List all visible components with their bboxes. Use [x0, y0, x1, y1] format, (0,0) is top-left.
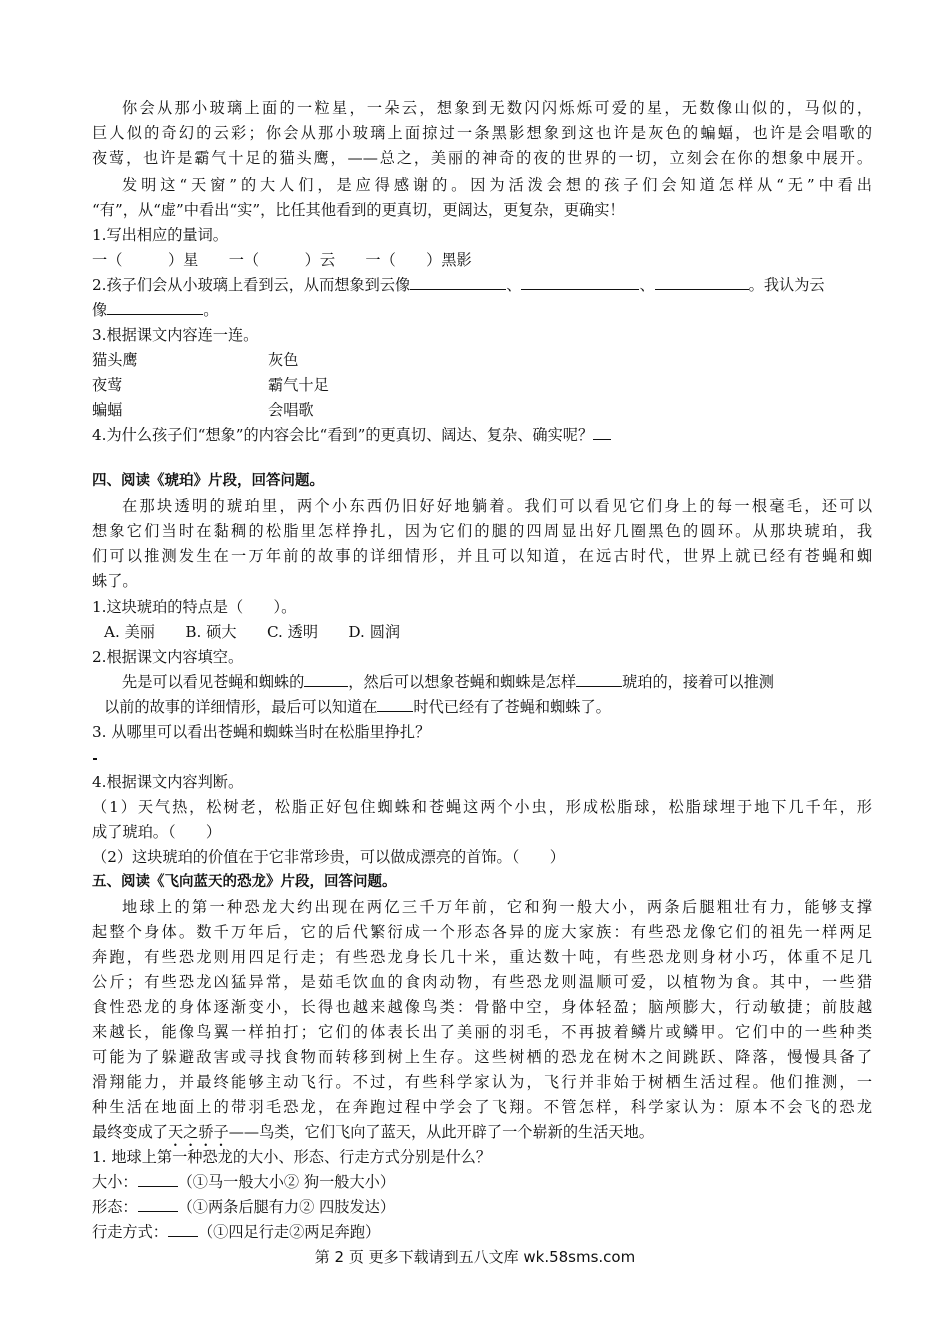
period: 。 — [203, 301, 219, 319]
section-heading-4: 四、阅读《琥珀》片段，回答问题。 — [92, 473, 324, 489]
answer-blank[interactable] — [521, 275, 639, 290]
match-left: 蝙蝠 — [92, 401, 123, 419]
passage-line: 发明这“天窗”的大人们，是应得感谢的。因为活泼会想的孩子们会知道怎样从“无”中看出 — [122, 176, 872, 194]
question-text: 2.孩子们会从小玻璃上看到云，从而想象到云像 — [92, 276, 411, 294]
match-right: 霸气十足 — [268, 376, 329, 394]
answer-blank[interactable] — [138, 1172, 178, 1187]
answer-blank[interactable] — [593, 425, 611, 440]
answer-blank[interactable] — [377, 697, 413, 712]
question-2-cont — [92, 300, 872, 320]
passage-line: 公斤；有些恐龙凶猛异常，是茹毛饮血的食肉动物，有些恐龙则温顺可爱，以植物为食。其中，一些猎 — [92, 973, 872, 991]
question-text: 先是可以看见苍蝇和蜘蛛的 — [122, 673, 305, 691]
answer-blank[interactable] — [576, 672, 622, 687]
answer-form — [92, 1197, 872, 1217]
answer-options: （①两条后腿有力② 四肢发达） — [177, 1198, 396, 1216]
passage-line: 来越长，能像鸟翼一样拍打；它们的体表长出了美丽的羽毛，不再披着鳞片或鳞甲。它们中的一些种类 — [92, 1023, 872, 1041]
answer-blank[interactable] — [168, 1222, 198, 1237]
question-3: 3. 从哪里可以看出苍蝇和蜘蛛当时在松脂里挣扎？ — [92, 723, 431, 741]
answer-blank[interactable] — [138, 1197, 178, 1212]
separator: 、 — [639, 276, 655, 294]
answer-label: 行走方式： — [92, 1223, 168, 1241]
judge-item-1: （1）天气热，松树老，松脂正好包住蜘蛛和苍蝇这两个小虫，形成松脂球，松脂球埋于地下几千年，形 — [92, 798, 872, 816]
answer-blank[interactable] — [655, 275, 749, 290]
passage-line: 巨人似的奇幻的云彩；你会从那小玻璃上面掠过一条黑影想象到这也许是灰色的蝙蝠，也许是会唱歌的 — [92, 124, 872, 142]
passage-line: “有”，从“虚”中看出“实”，比任其他看到的更真切，更阔达，更复杂，更确实！ — [92, 201, 625, 219]
match-right: 灰色 — [268, 351, 299, 369]
passage-line: 滑翔能力，并最终能够主动飞行。不过，有些科学家认为，飞行并非始于树栖生活过程。他们推测，一 — [92, 1073, 872, 1091]
fill-line — [104, 697, 884, 717]
match-row — [92, 400, 872, 420]
question-text: 像 — [92, 301, 108, 319]
question-4: 4.根据课文内容判断。 — [92, 773, 244, 791]
answer-options: （①四足行走②两足奔跑） — [197, 1223, 381, 1241]
question-3: 3.根据课文内容连一连。 — [92, 326, 259, 344]
passage-line — [92, 1122, 872, 1150]
passage-line: 你会从那小玻璃上面的一粒星，一朵云，想象到无数闪闪烁烁可爱的星，无数像山似的，马似的， — [122, 99, 872, 117]
question-text: ，然后可以想象苍蝇和蜘蛛是怎样 — [348, 673, 577, 691]
page-footer: 第 2 页 更多下载请到五八文库 wk.58sms.com — [314, 1248, 636, 1266]
judge-item-2: （2）这块琥珀的价值在于它非常珍贵，可以做成漂亮的首饰。（ ） — [92, 848, 565, 866]
match-left: 夜莺 — [92, 376, 123, 394]
question-4 — [92, 425, 872, 445]
match-row — [92, 375, 872, 395]
passage-line: 食性恐龙的身体逐渐变小，长得也越来越像鸟类：骨骼中空，身体轻盈；脑颅膨大，行动敏捷；前肢越 — [92, 998, 872, 1016]
match-row — [92, 350, 872, 370]
question-2: 2.根据课文内容填空。 — [92, 648, 244, 666]
question-text: 琥珀的，接着可以推测 — [622, 673, 774, 691]
passage-line: 蛛了。 — [92, 572, 138, 590]
match-right: 会唱歌 — [268, 401, 314, 419]
passage-line: 想象它们当时在黏稠的松脂里怎样挣扎，因为它们的腿的四周显出好几圈黑色的圆环。从那块琥珀，我 — [92, 522, 872, 540]
question-1: 1. 地球上第一种恐龙的大小、形态、行走方式分别是什么？ — [92, 1148, 492, 1166]
question-2 — [92, 275, 872, 295]
passage-line: 起整个身体。数千万年后，它的后代繁衍成一个形态各异的庞大家族：有些恐龙像它们的祖先一样两足 — [92, 923, 872, 941]
fill-line — [122, 672, 872, 692]
section-heading-5: 五、阅读《飞向蓝天的恐龙》片段，回答问题。 — [92, 874, 397, 890]
answer-blank[interactable] — [304, 672, 348, 687]
passage-line: 夜莺，也许是霸气十足的猫头鹰，——总之，美丽的神奇的夜的世界的一切，立刻会在你的想象中展开。 — [92, 149, 872, 167]
passage-line: 地球上的第一种恐龙大约出现在两亿三千万年前，它和狗一般大小，两条后腿粗壮有力，能够支撑 — [122, 898, 872, 916]
question-text: 4.为什么孩子们“想象”的内容会比“看到”的更真切、阔达、复杂、确实呢？ — [92, 426, 594, 444]
passage-line: 在那块透明的琥珀里，两个小东西仍旧好好地躺着。我们可以看见它们身上的每一根毫毛，还可以 — [122, 497, 872, 515]
passage-line: 奔跑，有些恐龙则用四足行走；有些恐龙身长几十米，重达数十吨，有些恐龙则身材小巧，体重不足几 — [92, 948, 872, 966]
question-text: 以前的故事的详细情形，最后可以知道在 — [104, 698, 378, 716]
answer-label: 形态： — [92, 1198, 138, 1216]
question-1: 1.这块琥珀的特点是（ ）。 — [92, 598, 297, 616]
separator: 、 — [506, 276, 522, 294]
emphasized-phrase: 天之骄子 — [167, 1123, 229, 1141]
answer-blank[interactable] — [410, 275, 506, 290]
passage-line: 可能为了躲避敌害或寻找食物而转移到树上生存。这些树栖的恐龙在树木之间跳跃、降落，慢慢具备了 — [92, 1048, 872, 1066]
answer-walk — [92, 1222, 872, 1242]
judge-item-1-cont: 成了琥珀。（ ） — [92, 823, 222, 841]
stray-mark — [93, 758, 97, 760]
question-text: 时代已经有了苍蝇和蜘蛛了。 — [413, 698, 611, 716]
measure-word-items: 一（ ）星 一（ ）云 一（ ）黑影 — [92, 251, 472, 269]
question-text: 。我认为云 — [748, 276, 825, 294]
match-left: 猫头鹰 — [92, 351, 138, 369]
passage-text: 最终变成了 — [92, 1123, 168, 1141]
passage-line: 们可以推测发生在一万年前的故事的详细情形，并且可以知道，在远古时代，世界上就已经有苍蝇和蜘 — [92, 547, 872, 565]
answer-label: 大小： — [92, 1173, 138, 1191]
answer-options: （①马一般大小② 狗一般大小） — [177, 1173, 396, 1191]
passage-line: 种生活在地面上的带羽毛恐龙，在奔跑过程中学会了飞翔。不管怎样，科学家认为：原本不会飞的恐龙 — [92, 1098, 872, 1116]
answer-blank[interactable] — [107, 300, 203, 315]
question-1: 1.写出相应的量词。 — [92, 226, 228, 244]
answer-size — [92, 1172, 872, 1192]
choice-options: A. 美丽 B. 硕大 C. 透明 D. 圆润 — [104, 623, 401, 641]
passage-text: ——鸟类，它们飞向了蓝天，从此开辟了一个崭新的生活天地。 — [228, 1123, 654, 1141]
